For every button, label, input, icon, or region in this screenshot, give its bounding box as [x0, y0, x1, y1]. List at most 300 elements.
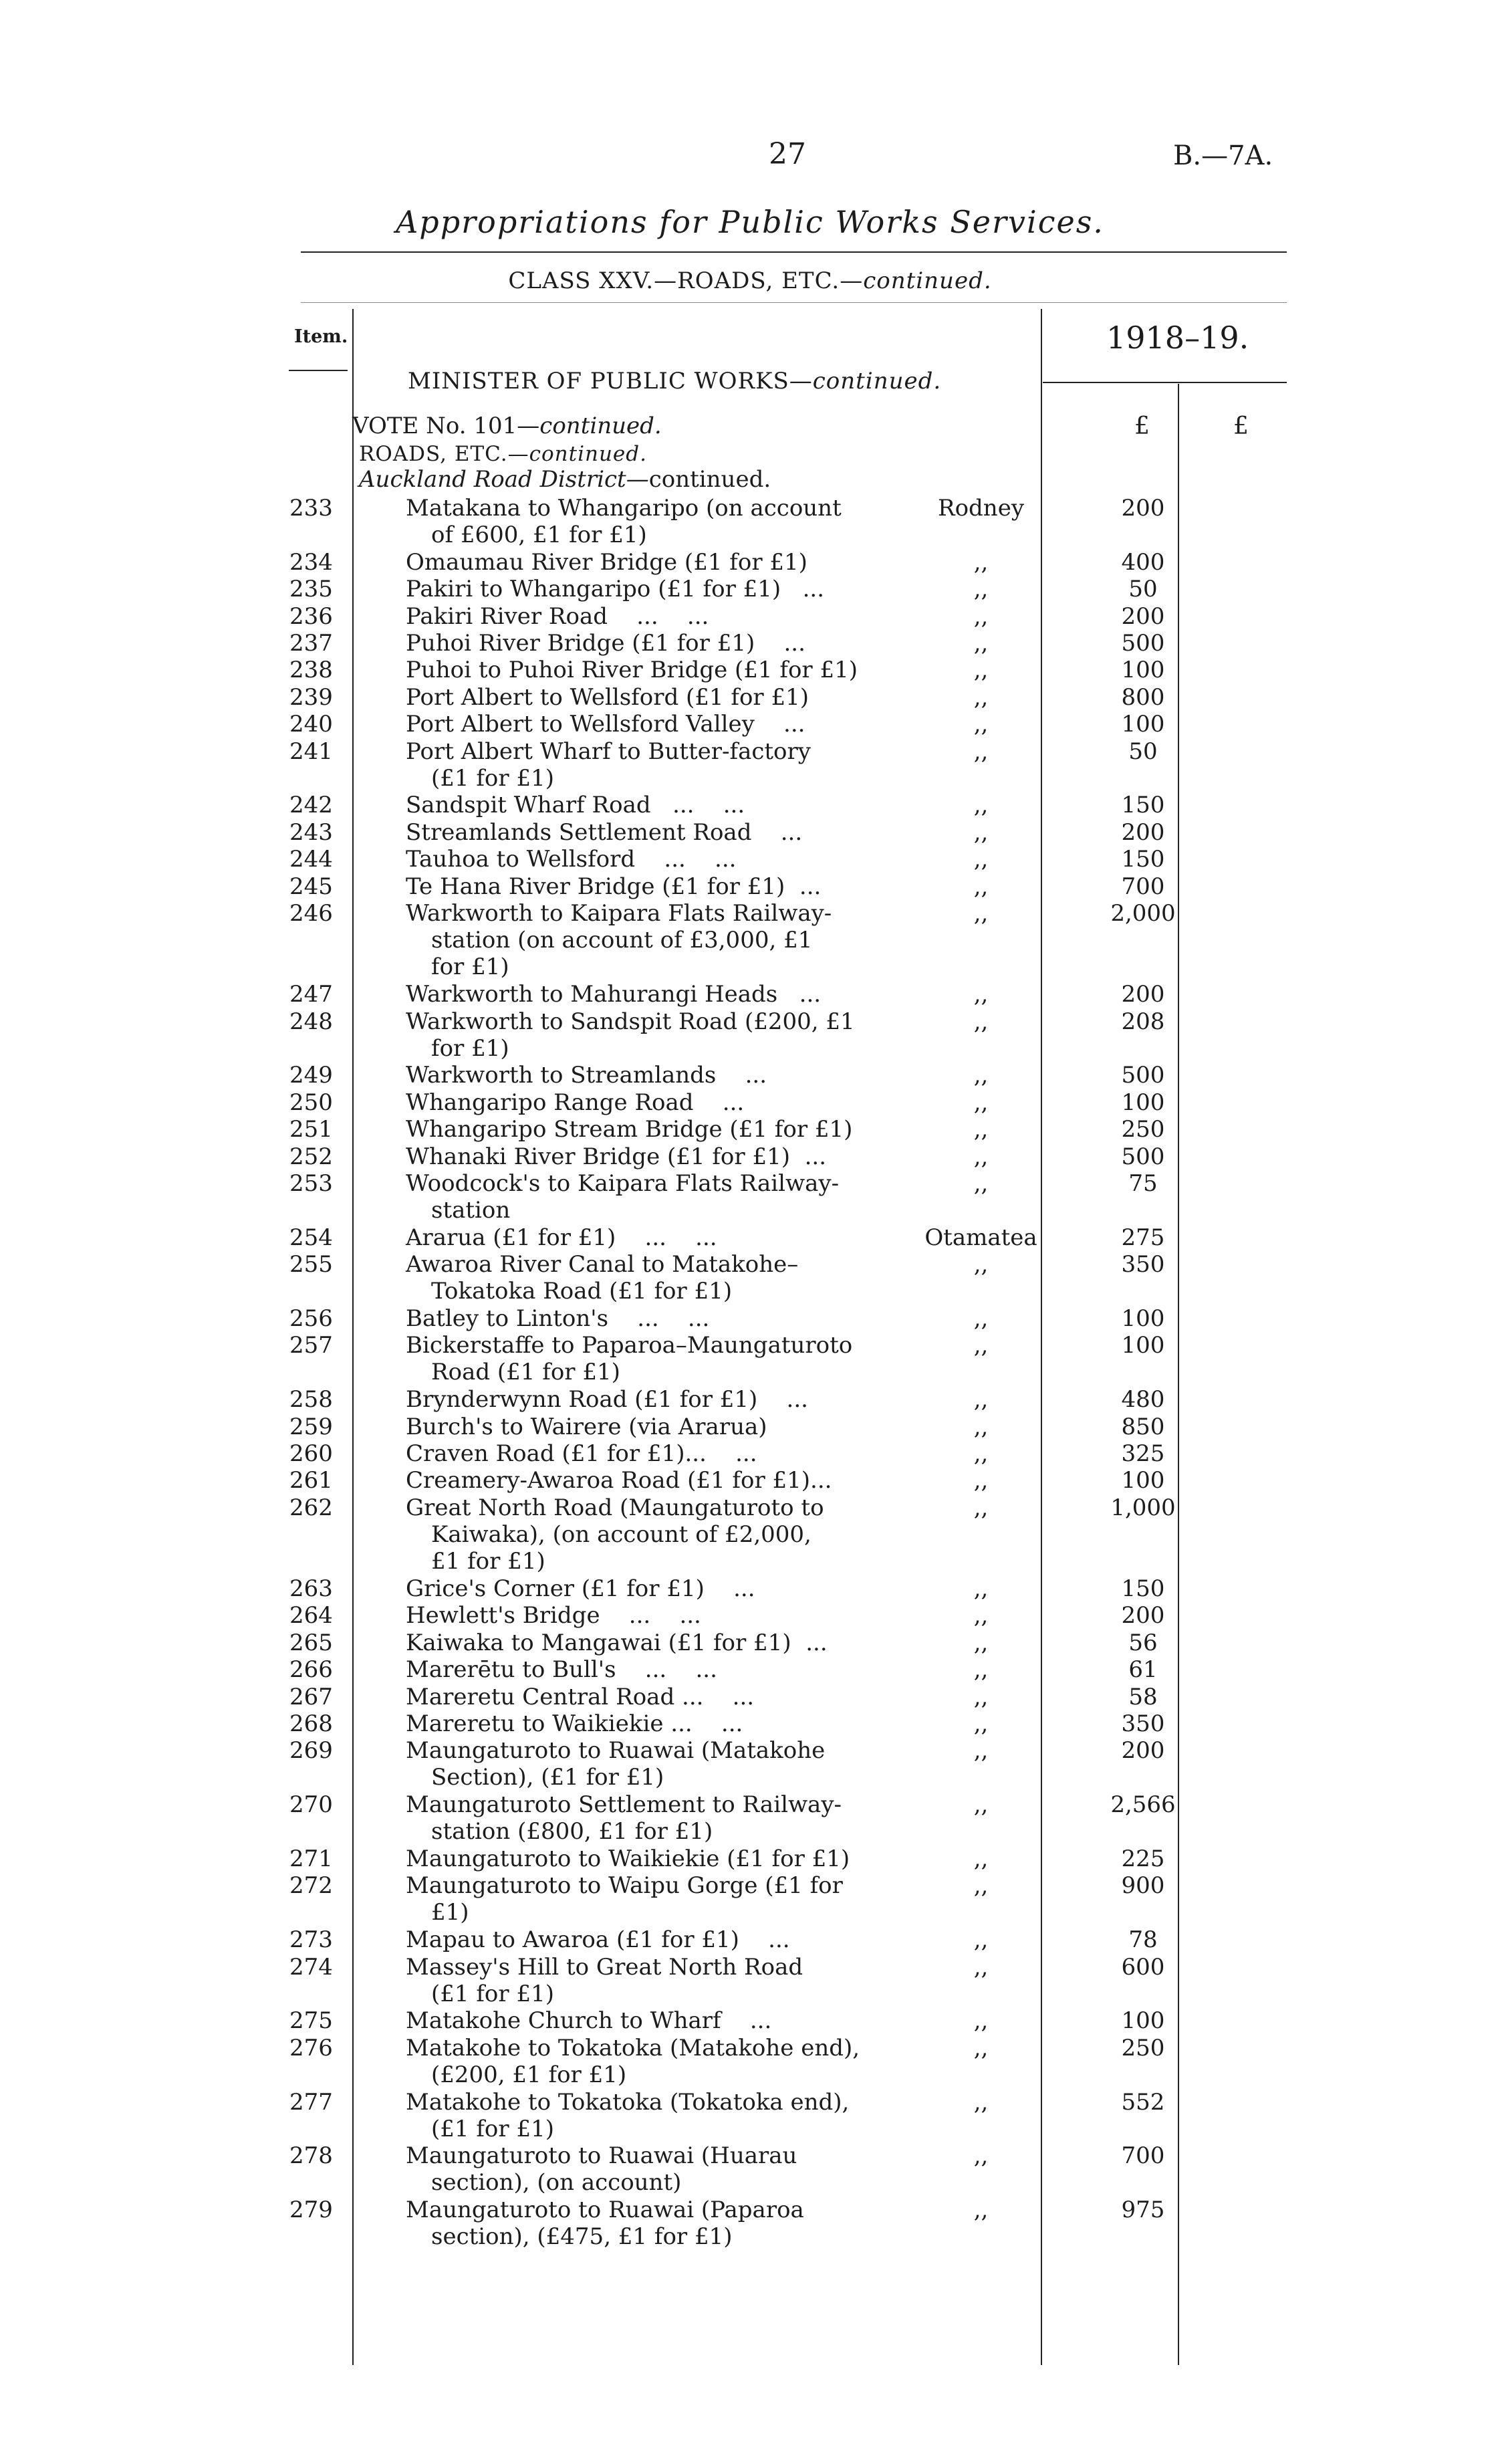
item-description	[406, 1926, 860, 1953]
title-rule	[301, 251, 1287, 253]
table-row	[0, 846, 1500, 873]
description-line: Grice's Corner (£1 for £1) ...	[406, 1575, 755, 1602]
table-row	[0, 1791, 1500, 1845]
item-number: 259	[289, 1414, 333, 1440]
table-row	[0, 900, 1500, 981]
description-line: Brynderwynn Road (£1 for £1) ...	[406, 1386, 808, 1413]
description-line: Tauhoa to Wellsford ... ...	[406, 846, 737, 873]
item-number: 255	[289, 1251, 333, 1278]
electorate: ,,	[973, 1467, 989, 1494]
electorate: ,,	[973, 1305, 989, 1332]
description-line: Tokatoka Road (£1 for £1)	[431, 1278, 733, 1305]
table-row	[0, 684, 1500, 711]
vote-continued: continued.	[539, 413, 662, 439]
table-row	[0, 792, 1500, 818]
electorate: ,,	[973, 1602, 989, 1629]
item-number: 250	[289, 1089, 333, 1116]
description-line: Pakiri to Whangaripo (£1 for £1) ...	[406, 576, 825, 602]
item-number: 258	[289, 1386, 333, 1413]
description-line: Matakohe Church to Wharf ...	[406, 2007, 772, 2034]
description-line: Maungaturoto to Ruawai (Matakohe	[406, 1737, 826, 1764]
table-row	[0, 1414, 1500, 1440]
electorate: ,,	[973, 630, 989, 657]
item-number: 252	[289, 1143, 333, 1170]
description-line: of £600, £1 for £1)	[431, 522, 647, 548]
description-line: Warkworth to Kaipara Flats Railway-	[406, 900, 832, 927]
amount: 400	[1121, 549, 1165, 576]
table-row	[0, 1386, 1500, 1413]
table-row	[0, 2007, 1500, 2034]
table-row	[0, 549, 1500, 576]
electorate: ,,	[973, 1089, 989, 1116]
description-line: Mareretu to Waikiekie ... ...	[406, 1710, 743, 1737]
table-row	[0, 1737, 1500, 1791]
amount: 325	[1121, 1440, 1165, 1467]
description-line: Port Albert Wharf to Butter-factory	[406, 738, 811, 765]
electorate: ,,	[973, 1575, 989, 1602]
amount: 58	[1128, 1684, 1158, 1710]
description-line: Port Albert to Wellsford (£1 for £1)	[406, 684, 809, 711]
description-line: Whangaripo Stream Bridge (£1 for £1)	[406, 1116, 853, 1143]
electorate: ,,	[973, 1414, 989, 1440]
table-row	[0, 1116, 1500, 1143]
page-title: Appropriations for Public Works Services.	[396, 204, 1104, 240]
table-row	[0, 1872, 1500, 1926]
amount: 700	[1121, 2142, 1165, 2169]
item-description	[406, 1872, 860, 1926]
description-line: Port Albert to Wellsford Valley ...	[406, 711, 805, 738]
item-number: 256	[289, 1305, 333, 1332]
item-description	[406, 2007, 860, 2034]
description-line: for £1)	[431, 954, 509, 980]
district-text: Auckland Road District—	[359, 466, 649, 493]
table-row	[0, 2089, 1500, 2143]
table-row	[0, 495, 1500, 549]
description-line: Matakana to Whangaripo (on account	[406, 495, 842, 522]
item-number: 244	[289, 846, 333, 873]
item-number: 257	[289, 1332, 333, 1359]
item-number: 243	[289, 819, 333, 846]
amount: 800	[1121, 684, 1165, 711]
table-row	[0, 1602, 1500, 1629]
table-row	[0, 819, 1500, 846]
minister-text: MINISTER OF PUBLIC WORKS—	[408, 368, 813, 395]
table-row	[0, 630, 1500, 657]
amount: 50	[1128, 738, 1158, 765]
description-line: station	[431, 1197, 511, 1224]
description-line: Ararua (£1 for £1) ... ...	[406, 1224, 717, 1251]
description-line: (£1 for £1)	[431, 765, 554, 792]
item-number: 245	[289, 873, 333, 900]
item-number: 236	[289, 603, 333, 630]
item-description	[406, 1630, 860, 1656]
table-row	[0, 2035, 1500, 2089]
item-description	[406, 846, 860, 873]
electorate: ,,	[973, 1630, 989, 1656]
description-line: Craven Road (£1 for £1)... ...	[406, 1440, 757, 1467]
item-number: 275	[289, 2007, 333, 2034]
item-number: 234	[289, 549, 333, 576]
item-description	[406, 2142, 860, 2196]
item-description	[406, 981, 860, 1008]
item-description	[406, 1386, 860, 1413]
item-description	[406, 1494, 860, 1575]
electorate: ,,	[973, 1008, 989, 1035]
electorate: ,,	[973, 1332, 989, 1359]
description-line: (£200, £1 for £1)	[431, 2061, 627, 2088]
description-line: section), (£475, £1 for £1)	[431, 2223, 733, 2250]
amount: 200	[1121, 495, 1165, 522]
item-column-header: Item.	[294, 326, 348, 347]
amount: 150	[1121, 1575, 1165, 1602]
item-description	[406, 1602, 860, 1629]
roads-text: ROADS, ETC.—	[359, 442, 529, 466]
description-line: (£1 for £1)	[431, 1981, 554, 2007]
electorate: ,,	[973, 2007, 989, 2034]
amount: 250	[1121, 1116, 1165, 1143]
electorate: ,,	[973, 603, 989, 630]
page-number: 27	[769, 137, 806, 171]
description-line: Streamlands Settlement Road ...	[406, 819, 803, 846]
item-description	[406, 711, 860, 738]
electorate: ,,	[973, 1656, 989, 1683]
description-line: Woodcock's to Kaipara Flats Railway-	[406, 1170, 840, 1197]
electorate: ,,	[973, 1494, 989, 1521]
minister-heading	[408, 368, 941, 395]
item-description	[406, 1008, 860, 1062]
description-line: Kaiwaka to Mangawai (£1 for £1) ...	[406, 1630, 828, 1656]
item-description	[406, 1845, 860, 1872]
item-number: 254	[289, 1224, 333, 1251]
electorate: ,,	[973, 657, 989, 683]
item-number: 240	[289, 711, 333, 738]
electorate: Rodney	[937, 495, 1025, 522]
table-row	[0, 1656, 1500, 1683]
amount: 900	[1121, 1872, 1165, 1899]
table-row	[0, 2142, 1500, 2197]
table-row	[0, 1332, 1500, 1386]
electorate: ,,	[973, 1116, 989, 1143]
item-description	[406, 792, 860, 818]
item-number: 274	[289, 1954, 333, 1981]
amount: 225	[1121, 1845, 1165, 1872]
item-number: 264	[289, 1602, 333, 1629]
table-row	[0, 1305, 1500, 1332]
amount: 2,000	[1110, 900, 1176, 927]
item-number: 260	[289, 1440, 333, 1467]
item-number: 253	[289, 1170, 333, 1197]
electorate: ,,	[973, 2035, 989, 2061]
electorate: ,,	[973, 1737, 989, 1764]
year-header-rule	[1043, 382, 1287, 383]
item-number: 233	[289, 495, 333, 522]
description-line: Warkworth to Sandspit Road (£200, £1	[406, 1008, 855, 1035]
item-number: 266	[289, 1656, 333, 1683]
table-row	[0, 711, 1500, 738]
electorate: ,,	[973, 1251, 989, 1278]
electorate: ,,	[973, 1791, 989, 1818]
table-row	[0, 1630, 1500, 1656]
description-line: Section), (£1 for £1)	[431, 1764, 664, 1791]
description-line: Sandspit Wharf Road ... ...	[406, 792, 745, 818]
item-description	[406, 1710, 860, 1737]
amount: 100	[1121, 2007, 1165, 2034]
electorate: ,,	[973, 576, 989, 602]
item-number: 247	[289, 981, 333, 1008]
description-line: Warkworth to Mahurangi Heads ...	[406, 981, 822, 1008]
table-row	[0, 1845, 1500, 1872]
item-description	[406, 495, 860, 548]
description-line: Puhoi to Puhoi River Bridge (£1 for £1)	[406, 657, 858, 683]
amount: 61	[1128, 1656, 1158, 1683]
description-line: Te Hana River Bridge (£1 for £1) ...	[406, 873, 822, 900]
item-description	[406, 630, 860, 657]
item-description	[406, 1414, 860, 1440]
item-description	[406, 2089, 860, 2142]
description-line: Pakiri River Road ... ...	[406, 603, 709, 630]
table-row	[0, 1467, 1500, 1494]
item-description	[406, 549, 860, 576]
table-row	[0, 981, 1500, 1008]
item-number: 249	[289, 1062, 333, 1089]
item-description	[406, 2197, 860, 2250]
amount: 1,000	[1110, 1494, 1176, 1521]
item-number: 242	[289, 792, 333, 818]
amount: 250	[1121, 2035, 1165, 2061]
item-number: 261	[289, 1467, 333, 1494]
year-column-header: 1918–19.	[1106, 320, 1249, 356]
description-line: Bickerstaffe to Paparoa–Maungaturoto	[406, 1332, 853, 1359]
electorate: ,,	[973, 1684, 989, 1710]
electorate: ,,	[973, 738, 989, 765]
item-number: 278	[289, 2142, 333, 2169]
amount: 100	[1121, 711, 1165, 738]
amount: 200	[1121, 1602, 1165, 1629]
item-description	[406, 819, 860, 846]
item-description	[406, 1656, 860, 1683]
vote-text: VOTE No. 101—	[352, 413, 540, 439]
description-line: £1 for £1)	[431, 1548, 545, 1575]
description-line: Hewlett's Bridge ... ...	[406, 1602, 701, 1629]
amount: 850	[1121, 1414, 1165, 1440]
item-description	[406, 2035, 860, 2088]
item-number: 241	[289, 738, 333, 765]
amount: 200	[1121, 819, 1165, 846]
electorate: ,,	[973, 1440, 989, 1467]
amount: 480	[1121, 1386, 1165, 1413]
electorate: ,,	[973, 846, 989, 873]
class-heading-text: CLASS XXV.—ROADS, ETC.—	[508, 267, 864, 294]
amount: 100	[1121, 1467, 1165, 1494]
electorate: ,,	[973, 2197, 989, 2223]
description-line: Road (£1 for £1)	[431, 1359, 620, 1385]
item-description	[406, 1467, 860, 1494]
description-line: Maungaturoto to Waipu Gorge (£1 for	[406, 1872, 843, 1899]
description-line: station (£800, £1 for £1)	[431, 1818, 713, 1845]
item-number: 265	[289, 1630, 333, 1656]
electorate: ,,	[973, 819, 989, 846]
electorate: ,,	[973, 711, 989, 738]
amount: 552	[1121, 2089, 1165, 2116]
amount: 350	[1121, 1251, 1165, 1278]
class-heading	[0, 267, 1500, 294]
pound-sign-amount: £	[1134, 413, 1150, 440]
item-number: 235	[289, 576, 333, 602]
class-heading-continued: continued.	[863, 267, 992, 294]
roads-continued: continued.	[529, 442, 647, 466]
amount: 75	[1128, 1170, 1158, 1197]
electorate: ,,	[973, 549, 989, 576]
item-number: 268	[289, 1710, 333, 1737]
description-line: Omaumau River Bridge (£1 for £1)	[406, 549, 807, 576]
item-description	[406, 1737, 860, 1791]
item-description	[406, 1954, 860, 2007]
amount: 56	[1128, 1630, 1158, 1656]
amount: 100	[1121, 1305, 1165, 1332]
vote-heading	[352, 413, 662, 439]
item-number: 237	[289, 630, 333, 657]
amount: 200	[1121, 981, 1165, 1008]
table-row	[0, 1440, 1500, 1467]
table-row	[0, 657, 1500, 683]
amount: 2,566	[1110, 1791, 1176, 1818]
item-description	[406, 873, 860, 900]
amount: 150	[1121, 846, 1165, 873]
description-line: Warkworth to Streamlands ...	[406, 1062, 767, 1089]
item-number: 263	[289, 1575, 333, 1602]
minister-continued: continued.	[812, 368, 942, 395]
amount: 200	[1121, 1737, 1165, 1764]
item-description	[406, 603, 860, 630]
amount: 100	[1121, 1332, 1165, 1359]
description-line: (£1 for £1)	[431, 2116, 554, 2142]
table-row	[0, 1494, 1500, 1575]
item-description	[406, 1089, 860, 1116]
electorate: ,,	[973, 981, 989, 1008]
description-line: Whanaki River Bridge (£1 for £1) ...	[406, 1143, 827, 1170]
table-row	[0, 1170, 1500, 1224]
description-line: Mareretu Central Road ... ...	[406, 1684, 755, 1710]
table-row	[0, 1710, 1500, 1737]
amount: 78	[1128, 1926, 1158, 1953]
description-line: Marerētu to Bull's ... ...	[406, 1656, 717, 1683]
item-description	[406, 684, 860, 711]
amount: 350	[1121, 1710, 1165, 1737]
amount: 700	[1121, 873, 1165, 900]
description-line: Maungaturoto Settlement to Railway-	[406, 1791, 842, 1818]
item-description	[406, 738, 860, 792]
table-row	[0, 1089, 1500, 1116]
item-description	[406, 1116, 860, 1143]
electorate: ,,	[973, 873, 989, 900]
table-row	[0, 1954, 1500, 2008]
item-number: 239	[289, 684, 333, 711]
item-number: 273	[289, 1926, 333, 1953]
amount: 975	[1121, 2197, 1165, 2223]
amount: 500	[1121, 630, 1165, 657]
description-line: Puhoi River Bridge (£1 for £1) ...	[406, 630, 805, 657]
description-line: Kaiwaka), (on account of £2,000,	[431, 1521, 811, 1548]
item-description	[406, 1170, 860, 1224]
description-line: Creamery-Awaroa Road (£1 for £1)...	[406, 1467, 832, 1494]
item-description	[406, 1575, 860, 1602]
description-line: Maungaturoto to Ruawai (Paparoa	[406, 2197, 804, 2223]
item-number: 267	[289, 1684, 333, 1710]
electorate: ,,	[973, 792, 989, 818]
item-number: 262	[289, 1494, 333, 1521]
table-row	[0, 1143, 1500, 1170]
description-line: Maungaturoto to Waikiekie (£1 for £1)	[406, 1845, 850, 1872]
item-number: 272	[289, 1872, 333, 1899]
electorate: ,,	[973, 1062, 989, 1089]
table-row	[0, 1008, 1500, 1062]
item-number: 277	[289, 2089, 333, 2116]
item-number: 248	[289, 1008, 333, 1035]
item-number: 271	[289, 1845, 333, 1872]
table-row	[0, 1251, 1500, 1305]
electorate: ,,	[973, 1926, 989, 1953]
amount: 208	[1121, 1008, 1165, 1035]
item-description	[406, 657, 860, 683]
district-continued: continued.	[648, 466, 771, 493]
item-description	[406, 1305, 860, 1332]
roads-heading	[359, 442, 647, 466]
item-description	[406, 1251, 860, 1305]
item-number: 279	[289, 2197, 333, 2223]
item-description	[406, 1791, 860, 1845]
item-description	[406, 1062, 860, 1089]
electorate: ,,	[973, 684, 989, 711]
table-row	[0, 1684, 1500, 1710]
item-number: 269	[289, 1737, 333, 1764]
document-reference: B.—7A.	[1173, 140, 1273, 171]
pound-sign-total: £	[1233, 413, 1249, 440]
amount: 500	[1121, 1143, 1165, 1170]
amount: 100	[1121, 1089, 1165, 1116]
amount: 275	[1121, 1224, 1165, 1251]
class-rule	[301, 302, 1287, 303]
description-line: for £1)	[431, 1035, 509, 1062]
amount: 600	[1121, 1954, 1165, 1981]
amount: 100	[1121, 657, 1165, 683]
electorate: ,,	[973, 1386, 989, 1413]
table-row	[0, 1926, 1500, 1953]
description-line: Maungaturoto to Ruawai (Huarau	[406, 2142, 797, 2169]
table-row	[0, 576, 1500, 602]
item-description	[406, 900, 860, 980]
amount: 500	[1121, 1062, 1165, 1089]
item-description	[406, 1684, 860, 1710]
electorate: ,,	[973, 1710, 989, 1737]
table-row	[0, 603, 1500, 630]
table-row	[0, 873, 1500, 900]
description-line: Great North Road (Maungaturoto to	[406, 1494, 824, 1521]
electorate: ,,	[973, 1143, 989, 1170]
item-description	[406, 1332, 860, 1385]
electorate: ,,	[973, 900, 989, 927]
description-line: Awaroa River Canal to Matakohe–	[406, 1251, 799, 1278]
item-description	[406, 1440, 860, 1467]
table-row	[0, 2197, 1500, 2251]
description-line: Batley to Linton's ... ...	[406, 1305, 710, 1332]
description-line: Mapau to Awaroa (£1 for £1) ...	[406, 1926, 790, 1953]
description-line: Matakohe to Tokatoka (Matakohe end),	[406, 2035, 860, 2061]
table-row	[0, 1575, 1500, 1602]
amount: 150	[1121, 792, 1165, 818]
table-row	[0, 1224, 1500, 1251]
item-header-rule	[289, 370, 348, 371]
item-number: 246	[289, 900, 333, 927]
